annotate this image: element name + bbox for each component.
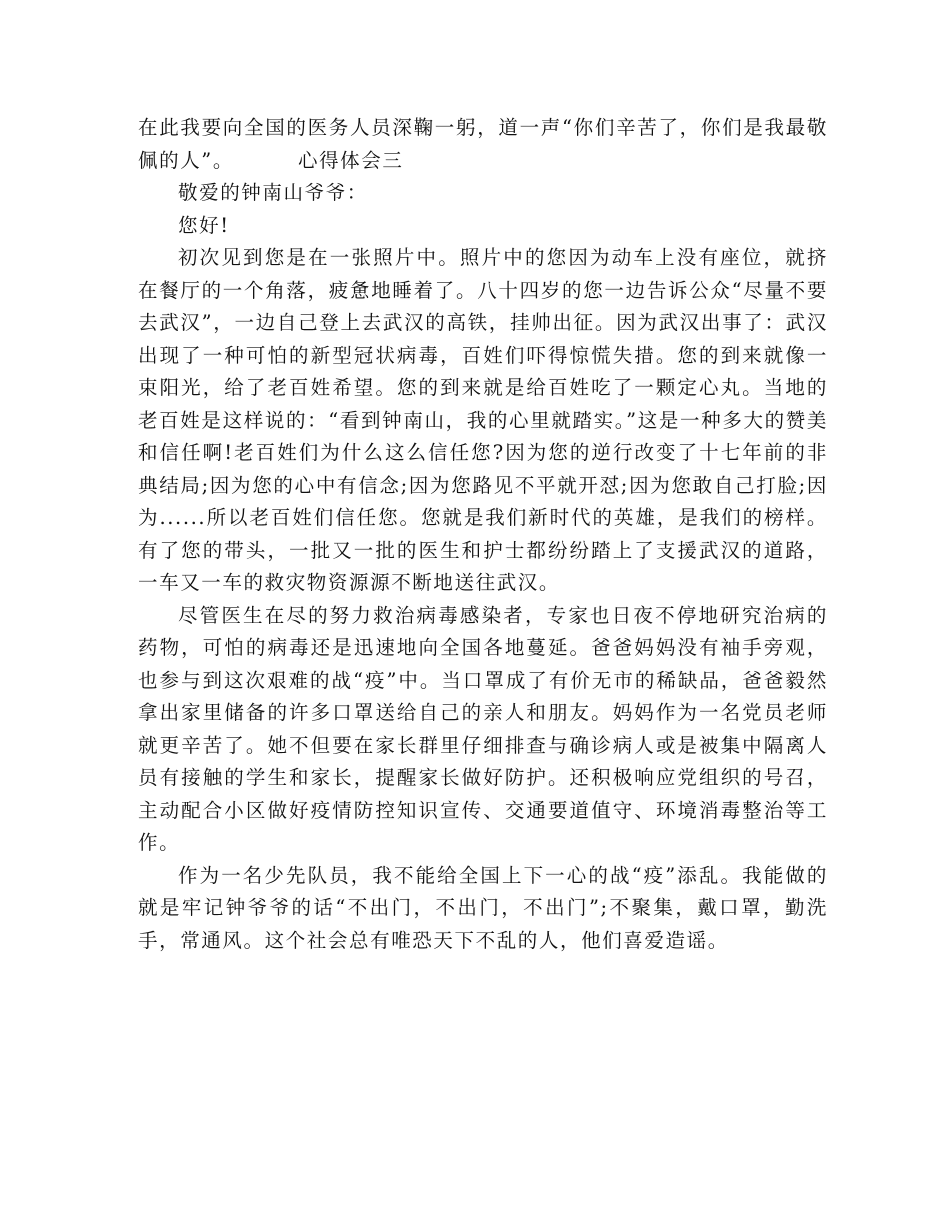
intro-line: 在此我要向全国的医务人员深鞠一躬，道一声“你们辛苦了，你们是我最敬佩的人”。: [138, 116, 828, 172]
salutation: 敬爱的钟南山爷爷：: [178, 181, 368, 204]
body-paragraph-2: 尽管医生在尽的努力救治病毒感染者，专家也日夜不停地研究治病的药物，可怕的病毒还是迅速地向全国各地蔓延。爸爸妈妈没有袖手旁观，也参与到这次艰难的战“疫”中。当口罩成了有价无市的稀缺品，爸爸毅然拿出家里储备的许多口罩送给自己的亲人和朋友。妈妈作为一名党员老师就更辛苦了。她不但要在家长群里仔细排查与确诊病人或是被集中隔离人员有接触的学生和家长，提醒家长做好防护。还积极响应党组织的号召，主动配合小区做好疫情防控知识宣传、交通要道值守、环境消毒整治等工作。: [138, 603, 828, 854]
greeting: 您好!: [178, 213, 230, 237]
body-paragraph-3: 作为一名少先队员，我不能给全国上下一心的战“疫”添乱。我能做的就是牢记钟爷爷的话“不出门，不出门，不出门”;不聚集，戴口罩，勤洗手，常通风。这个社会总有唯恐天下不乱的人，他们喜爱造谣。: [138, 863, 828, 952]
body-paragraph-1: 初次见到您是在一张照片中。照片中的您因为动车上没有座位，就挤在餐厅的一个角落，疲惫地睡着了。八十四岁的您一边告诉公众“尽量不要去武汉”，一边自己登上去武汉的高铁，挂帅出征。因为武汉出事了：武汉出现了一种可怕的新型冠状病毒，百姓们吓得惊慌失措。您的到来就像一束阳光，给了老百姓希望。您的到来就是给百姓吃了一颗定心丸。当地的老百姓是这样说的：“看到钟南山，我的心里就踏实。”这是一种多大的赞美和信任啊!老百姓们为什么这么信任您?因为您的逆行改变了十七年前的非典结局;因为您的心中有信念;因为您路见不平就开怼;因为您敢自己打脸;因为......所以老百姓们信任您。您就是我们新时代的英雄，是我们的榜样。有了您的带头，一批又一批的医生和护士都纷纷踏上了支援武汉的道路，一车又一车的救灾物资源源不断地送往武汉。: [138, 246, 828, 594]
section-title: 心得体会三: [297, 148, 404, 172]
document-page: [138, 112, 828, 957]
intro-paragraph: [138, 112, 828, 177]
